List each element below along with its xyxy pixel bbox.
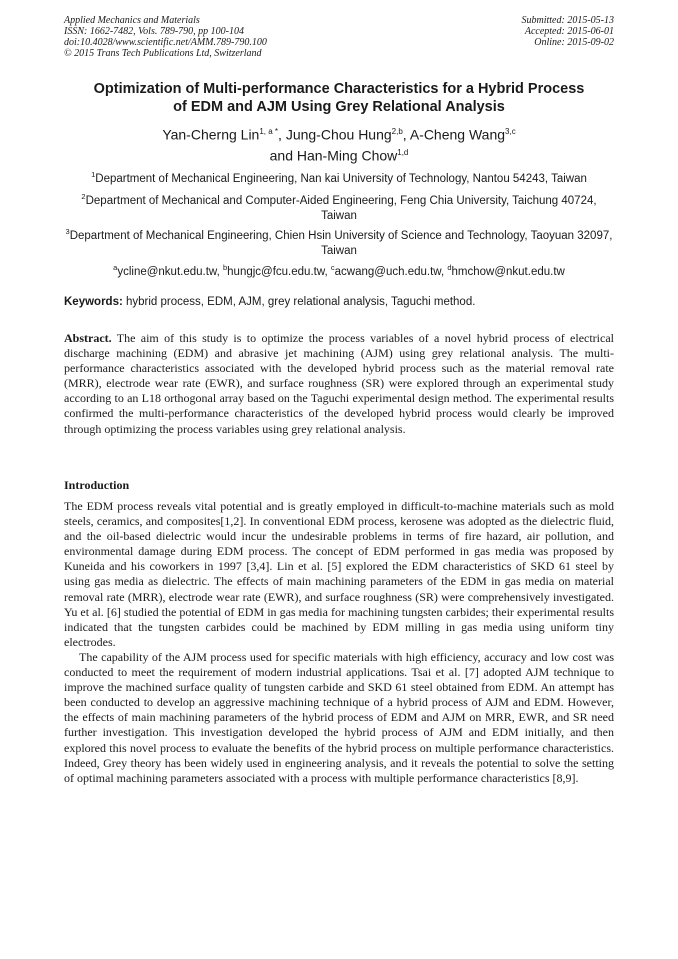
submitted-date: Submitted: 2015-05-13 [521, 15, 614, 26]
journal-doi: doi:10.4028/www.scientific.net/AMM.789-790.100 [64, 37, 267, 48]
email-link[interactable]: ycline@nkut.edu.tw [117, 265, 217, 278]
keywords-label: Keywords: [64, 296, 123, 308]
journal-copyright: © 2015 Trans Tech Publications Ltd, Switzerland [64, 48, 262, 59]
dates-header [522, 15, 615, 48]
author-sup: 1, a * [259, 127, 279, 136]
author-line-2: and Han-Ming Chow$^{1,d}$ [269, 147, 409, 164]
affiliation-3: $^3$Department of Mechanical Engineering, Chien Hsin University of Science and Technology, Taoyuan 32097, Taiwan [65, 227, 613, 257]
abstract-text: The aim of this study is to optimize the process variables of a novel hybrid process of electrical discharge machining (EDM) and abrasive jet machining (AJM) using grey relational analysis. The multi-performance characteristics associated with the developed hybrid process such as the material removal rate (MRR), electrode wear rate (EWR), and surface roughness (SR) were explored through an experimental study according to an L18 orthogonal array based on the Taguchi experimental design method. The experimental results confirmed the multi-performance characteristics of the developed hybrid process would clearly be improved through optimizing the process variables using grey relational analysis. [64, 331, 614, 436]
paper-title [50, 80, 628, 116]
keywords-text: hybrid process, EDM, AJM, grey relational analysis, Taguchi method. [122, 296, 476, 308]
paragraph: The EDM process reveals vital potential and is greatly employed in difficult-to-machine materials such as mold steels, ceramics, and composites[1,2]. In conventional EDM process, kerosene was adopted as the dielectric fluid, and the oil-based dielectric would incur the undesirable problems in terms of fire hazard, air pollution, and environmental damage during EDM process. The concept of EDM performed in gas media was proposed by Kuneida and his coworkers in 1997 [3,4]. Lin et al. [5] explored the EDM characteristics of SKD 61 steel by using gas media as dielectric. The effects of main machining parameters of the EDM in gas media on material removal rate (MRR), electrode wear rate (EWR), and surface roughness (SR) were comprehensively investigated. Yu et al. [6] studied the potential of EDM in gas media for machining tungsten carbides; their experimental results indicated that the tungsten carbides could be machined by EDM milling in gas media using uniform tiny electrodes. [64, 499, 614, 649]
email-link[interactable]: acwang@uch.edu.tw [334, 265, 441, 278]
journal-name: Applied Mechanics and Materials [64, 15, 200, 26]
online-date: Online: 2015-09-02 [534, 37, 614, 48]
author-name: A-Cheng Wang [409, 126, 506, 143]
author-list [50, 123, 628, 164]
author-sup: 2,b [391, 127, 403, 136]
email-link[interactable]: hungjc@fcu.edu.tw [227, 265, 325, 278]
affiliation-2: $^2$Department of Mechanical and Computer-Aided Engineering, Feng Chia University, Taichung 40724, Taiwan [81, 192, 597, 222]
author-emails: $^a$ycline@nkut.edu.tw, $^b$hungjc@fcu.edu.tw, $^c$acwang@uch.edu.tw, $^d$hmchow@nkut.edu.tw [113, 263, 565, 278]
title-line-1: Optimization of Multi-performance Characteristics for a Hybrid Process [93, 81, 585, 97]
author-name: Han-Ming Chow [296, 147, 398, 164]
section-heading-introduction: Introduction [64, 478, 130, 492]
title-line-2: of EDM and AJM Using Grey Relational Analysis [173, 99, 505, 115]
author-sup: 3,c [505, 127, 516, 136]
abstract-label: Abstract. [64, 331, 112, 345]
author-name: Yan-Cherng Lin [162, 126, 260, 143]
journal-header [64, 15, 267, 59]
introduction-body [64, 499, 614, 786]
email-link[interactable]: hmchow@nkut.edu.tw [451, 265, 565, 278]
author-name: Jung-Chou Hung [285, 126, 392, 143]
paragraph: The capability of the AJM process used for specific materials with high efficiency, accuracy and low cost was conducted to meet the requirement of modern industrial applications. Tsai et al. [7] adopted AJM technique to improve the machined surface quality of tungsten carbide and SKD 61 steel obtained from EDM. An attempt has been conducted to develop an aggressive machining technique of a hybrid process of AJM and EDM. However, the effects of main machining parameters of the hybrid process of EDM and AJM on MRR, EWR, and SR need further investigation. This investigation developed the hybrid process of AJM and EDM initially, and then explored this novel process to evaluate the benefits of the hybrid process on multiple performance characteristics. Indeed, Grey theory has been widely used in engineering analysis, and it reveals the potential to solve the setting of optimal machining parameters associated with a process with multiple performance characteristics [8,9]. [64, 649, 614, 785]
abstract [64, 331, 614, 437]
accepted-date: Accepted: 2015-06-01 [524, 26, 614, 37]
journal-issn: ISSN: 1662-7482, Vols. 789-790, pp 100-104 [64, 26, 244, 37]
author-line-1: Yan-Cherng Lin$^{1, a *}$, Jung-Chou Hung$^{2,b}$, A-Cheng Wang$^{3,c}$ [162, 126, 516, 143]
author-sup: 1,d [397, 147, 409, 157]
keywords [64, 295, 614, 310]
affiliation-1: $^1$Department of Mechanical Engineering, Nan kai University of Technology, Nantou 54243, Taiwan [91, 170, 587, 185]
